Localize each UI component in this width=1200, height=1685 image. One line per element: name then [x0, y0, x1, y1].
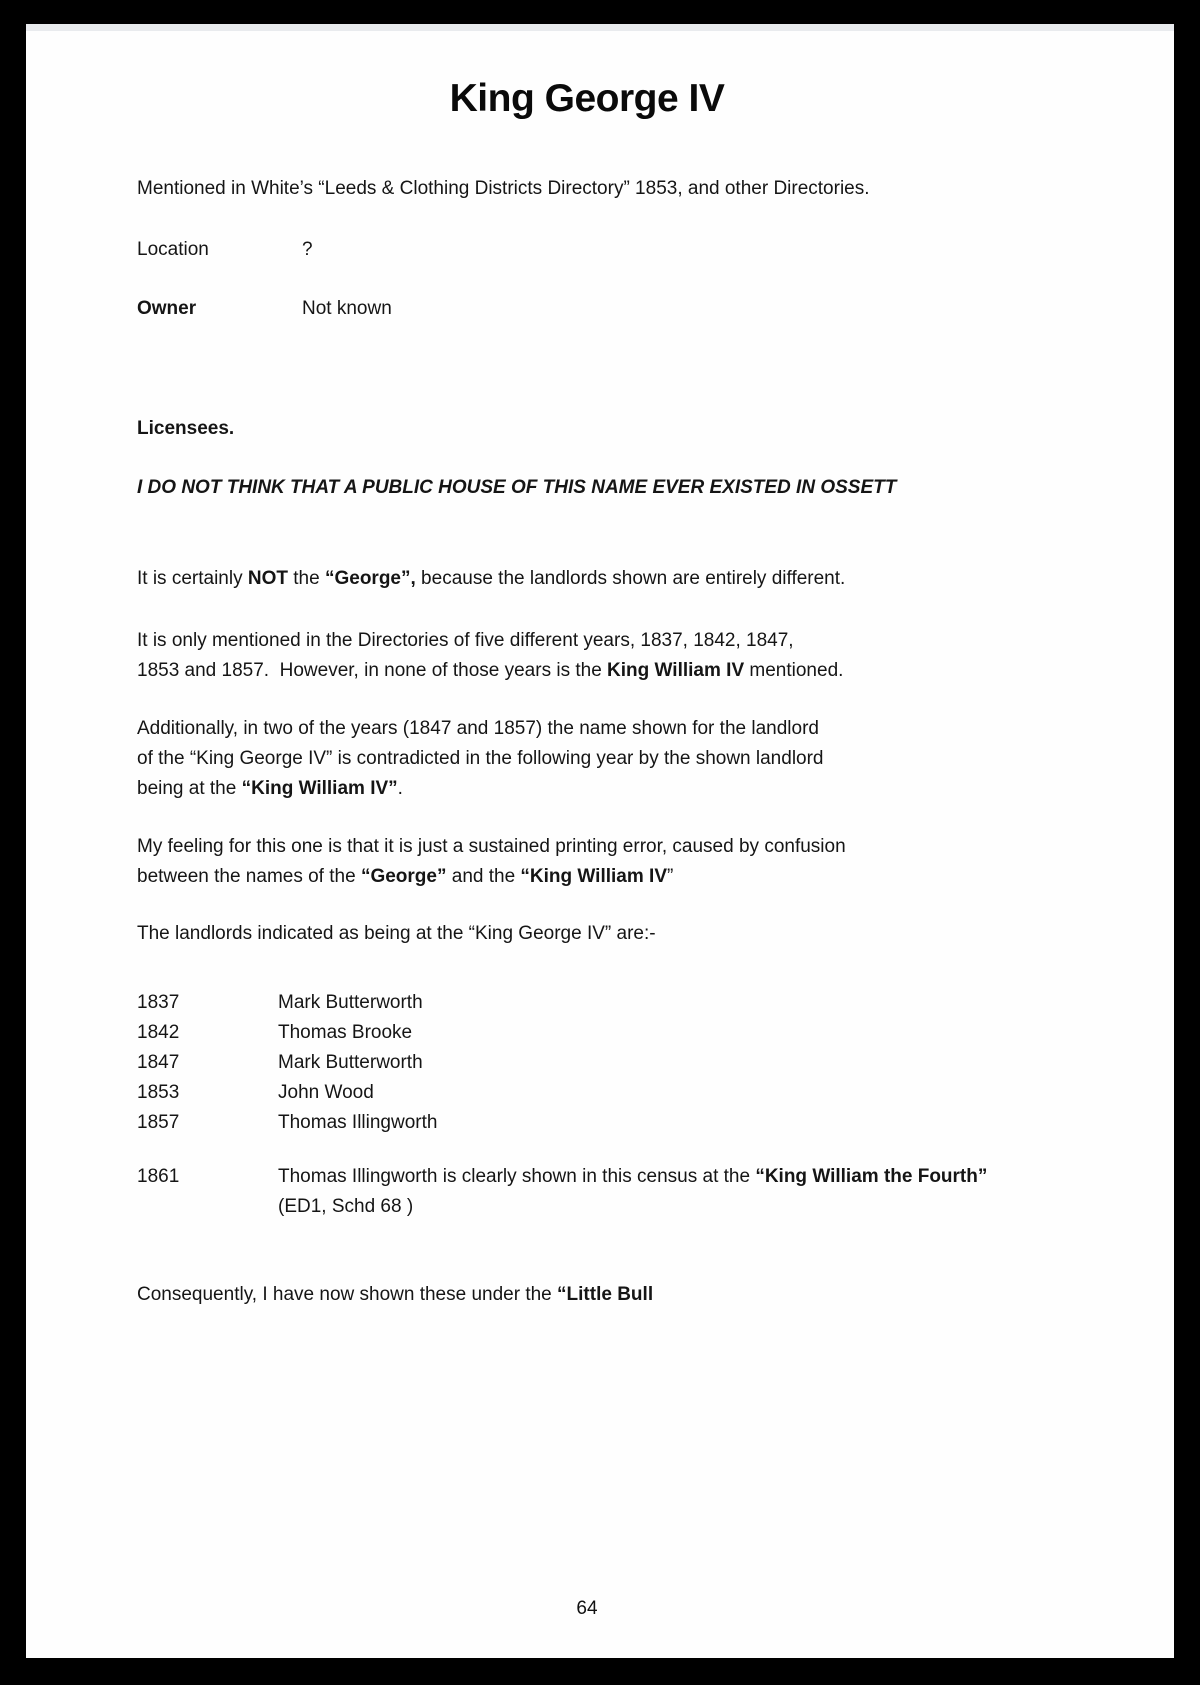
owner-row: [137, 294, 392, 324]
landlord-row: [137, 1018, 412, 1048]
paragraph-additionally-line1: Additionally, in two of the years (1847 and 1857) the name shown for the landlord: [137, 718, 819, 739]
paragraph-directories-line1: It is only mentioned in the Directories of five different years, 1837, 1842, 1847,: [137, 630, 794, 651]
page-number: 64: [576, 1598, 598, 1619]
closing-line: Consequently, I have now shown these under the “Little Bull: [137, 1284, 654, 1305]
licensees-heading: Licensees.: [137, 418, 235, 439]
paragraph-feeling-line1: My feeling for this one is that it is just a sustained printing error, caused by confusion: [137, 836, 846, 857]
census-year: 1861: [137, 1166, 180, 1187]
paragraph-feeling-line2: between the names of the “George” and the “King William IV”: [137, 866, 674, 887]
paragraph-additionally-line3: being at the “King William IV”.: [137, 778, 403, 799]
census-line2: (ED1, Schd 68 ): [278, 1196, 414, 1217]
landlord-row: [137, 1048, 423, 1078]
landlord-row: [137, 1078, 374, 1108]
landlord-year: 1857: [137, 1112, 180, 1133]
landlord-name: Thomas Brooke: [278, 1022, 413, 1043]
landlord-year: 1837: [137, 992, 180, 1013]
landlords-intro-line: The landlords indicated as being at the “King George IV” are:-: [137, 923, 656, 944]
intro-line: Mentioned in White’s “Leeds & Clothing Districts Directory” 1853, and other Directories.: [137, 178, 870, 199]
census-line1: Thomas Illingworth is clearly shown in this census at the “King William the Fourth”: [278, 1166, 988, 1187]
page-title: King George IV: [449, 77, 725, 120]
page-content: [137, 24, 1037, 1658]
census-1861-row: [137, 1162, 987, 1192]
landlord-row: [137, 988, 423, 1018]
location-value: ?: [302, 239, 313, 260]
paragraph-additionally-line2: of the “King George IV” is contradicted in the following year by the shown landlord: [137, 748, 824, 769]
landlord-name: Thomas Illingworth: [278, 1112, 438, 1133]
landlord-year: 1853: [137, 1082, 180, 1103]
landlord-year: 1842: [137, 1022, 180, 1043]
landlord-row: [137, 1108, 437, 1138]
landlord-name: John Wood: [278, 1082, 374, 1103]
disclaimer-line: I DO NOT THINK THAT A PUBLIC HOUSE OF THIS NAME EVER EXISTED IN OSSETT: [137, 477, 897, 498]
document-page: [26, 24, 1174, 1658]
paragraph-directories-line2: 1853 and 1857. However, in none of those years is the King William IV mentioned.: [137, 660, 844, 681]
location-row: [137, 235, 313, 265]
landlord-year: 1847: [137, 1052, 180, 1073]
owner-label: Owner: [137, 298, 197, 319]
owner-value: Not known: [302, 298, 392, 319]
landlord-name: Mark Butterworth: [278, 992, 423, 1013]
landlord-name: Mark Butterworth: [278, 1052, 423, 1073]
paragraph-certainly-not: It is certainly NOT the “George”, because the landlords shown are entirely different.: [137, 568, 846, 589]
location-label: Location: [137, 239, 209, 260]
